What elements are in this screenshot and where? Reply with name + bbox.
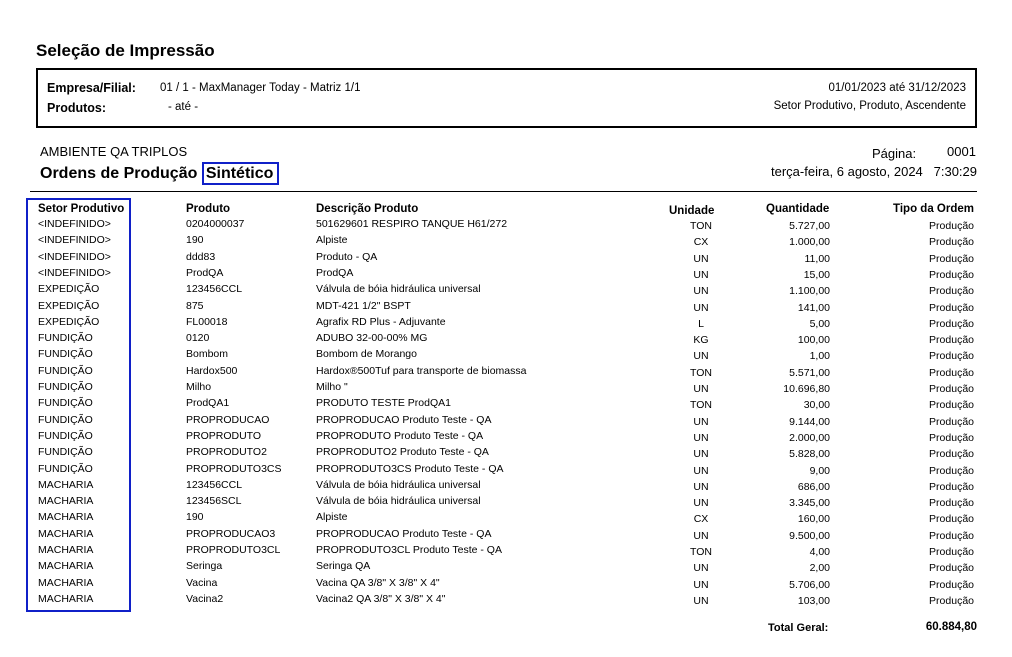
cell-setor: FUNDIÇÃO [38, 429, 93, 442]
cell-produto: FL00018 [186, 315, 228, 328]
cell-tipo: Produção [929, 301, 974, 314]
period-value: 01/01/2023 até 31/12/2023 [828, 82, 966, 94]
cell-quantidade: 5.828,00 [789, 448, 830, 461]
cell-tipo: Produção [929, 220, 974, 232]
cell-setor: MACHARIA [38, 560, 94, 573]
cell-unidade: CX [693, 236, 709, 249]
cell-produto: ProdQA [186, 266, 224, 279]
cell-quantidade: 1,00 [809, 350, 830, 363]
cell-produto: 190 [186, 511, 204, 524]
table-row [0, 396, 1012, 412]
cell-setor: MACHARIA [38, 544, 94, 556]
cell-descricao: MDT-421 1/2" BSPT [316, 299, 411, 312]
table-row [0, 380, 1012, 396]
cell-tipo: Produção [929, 594, 974, 607]
cell-produto: 123456CCL [186, 283, 243, 296]
cell-setor: FUNDIÇÃO [38, 446, 93, 459]
cell-unidade: UN [693, 578, 709, 591]
cell-produto: ddd83 [186, 250, 216, 263]
cell-descricao: Produto - QA [316, 250, 378, 263]
cell-descricao: PROPRODUTO3CL Produto Teste - QA [316, 544, 502, 556]
cell-setor: FUNDIÇÃO [38, 397, 93, 410]
cell-setor: <INDEFINIDO> [38, 218, 111, 230]
cell-unidade: TON [690, 546, 712, 558]
cell-tipo: Produção [929, 464, 974, 477]
col-header-quantidade: Quantidade [766, 203, 830, 215]
cell-quantidade: 2.000,00 [789, 431, 830, 444]
table-row [0, 315, 1012, 331]
cell-setor: MACHARIA [38, 592, 94, 605]
cell-tipo: Produção [929, 513, 974, 526]
col-header-unidade: Unidade [669, 205, 715, 217]
cell-descricao: PROPRODUTO2 Produto Teste - QA [316, 446, 489, 459]
cell-produto: PROPRODUTO3CL [186, 544, 281, 556]
empresa-value: 01 / 1 - MaxManager Today - Matriz 1/1 [160, 82, 361, 94]
produtos-label: Produtos: [47, 101, 107, 115]
cell-tipo: Produção [929, 448, 974, 461]
col-header-produto: Produto [186, 203, 231, 215]
cell-produto: 875 [186, 299, 204, 312]
cell-quantidade: 686,00 [797, 480, 830, 493]
cell-descricao: Válvula de bóia hidráulica universal [316, 478, 481, 491]
cell-produto: Hardox500 [186, 364, 238, 377]
cell-setor: <INDEFINIDO> [38, 234, 111, 247]
cell-setor: FUNDIÇÃO [38, 348, 93, 361]
cell-quantidade: 5.571,00 [789, 366, 830, 379]
report-title [40, 165, 279, 183]
cell-produto: Vacina2 [186, 592, 224, 605]
cell-unidade: UN [693, 285, 709, 298]
table-row [0, 462, 1012, 478]
cell-unidade: UN [693, 252, 709, 265]
report-time: 7:30:29 [933, 164, 977, 179]
cell-quantidade: 2,00 [809, 562, 830, 575]
cell-tipo: Produção [929, 480, 974, 493]
cell-tipo: Produção [929, 562, 974, 575]
filter-box [36, 68, 977, 128]
report-datetime [771, 164, 977, 179]
cell-tipo: Produção [929, 317, 974, 330]
cell-quantidade: 100,00 [797, 334, 830, 347]
total-label: Total Geral: [768, 622, 829, 634]
cell-produto: Vacina [186, 576, 218, 589]
table-row [0, 559, 1012, 575]
cell-produto: 190 [186, 234, 204, 247]
ordering-value: Setor Produtivo, Produto, Ascendente [773, 100, 966, 112]
cell-descricao: ProdQA [316, 266, 354, 279]
cell-quantidade: 5.706,00 [789, 578, 830, 591]
cell-descricao: Alpiste [316, 511, 348, 524]
cell-produto: PROPRODUTO [186, 429, 262, 442]
table-row [0, 364, 1012, 380]
cell-setor: <INDEFINIDO> [38, 250, 111, 263]
table-row [0, 429, 1012, 445]
cell-setor: EXPEDIÇÃO [38, 315, 100, 328]
cell-descricao: Vacina2 QA 3/8" X 3/8" X 4" [316, 592, 446, 605]
cell-tipo: Produção [929, 236, 974, 249]
cell-tipo: Produção [929, 431, 974, 444]
cell-unidade: UN [693, 415, 709, 428]
cell-descricao: PROPRODUTO3CS Produto Teste - QA [316, 462, 504, 475]
cell-unidade: UN [693, 497, 709, 510]
cell-setor: FUNDIÇÃO [38, 462, 93, 475]
table-row [0, 510, 1012, 526]
cell-quantidade: 9.500,00 [789, 529, 830, 542]
table-row [0, 445, 1012, 461]
cell-quantidade: 1.000,00 [789, 236, 830, 249]
cell-produto: PROPRODUTO3CS [186, 462, 282, 475]
cell-quantidade: 5,00 [809, 317, 830, 330]
cell-produto: 123456CCL [186, 478, 243, 491]
setor-highlight-box [26, 198, 131, 612]
cell-setor: FUNDIÇÃO [38, 364, 93, 377]
cell-descricao: ADUBO 32-00-00% MG [316, 332, 428, 345]
cell-unidade: CX [693, 513, 709, 526]
cell-descricao: Agrafix RD Plus - Adjuvante [316, 315, 446, 328]
cell-unidade: TON [690, 220, 712, 232]
cell-tipo: Produção [929, 415, 974, 428]
cell-tipo: Produção [929, 350, 974, 363]
table-row [0, 413, 1012, 429]
cell-quantidade: 4,00 [809, 546, 830, 558]
cell-tipo: Produção [929, 268, 974, 281]
cell-produto: PROPRODUTO2 [186, 446, 267, 459]
cell-unidade: UN [693, 594, 709, 607]
header-rule [30, 191, 977, 192]
cell-tipo: Produção [929, 252, 974, 265]
cell-setor: FUNDIÇÃO [38, 332, 93, 345]
cell-tipo: Produção [929, 366, 974, 379]
cell-descricao: Alpiste [316, 234, 348, 247]
cell-quantidade: 141,00 [797, 301, 830, 314]
cell-unidade: UN [693, 562, 709, 575]
col-header-setor: Setor Produtivo [38, 203, 125, 215]
cell-quantidade: 15,00 [803, 268, 830, 281]
cell-setor: FUNDIÇÃO [38, 381, 93, 393]
cell-descricao: PROPRODUCAO Produto Teste - QA [316, 527, 492, 540]
cell-tipo: Produção [929, 285, 974, 298]
table-row [0, 478, 1012, 494]
table-row [0, 250, 1012, 266]
cell-descricao: Válvula de bóia hidráulica universal [316, 495, 481, 508]
cell-setor: <INDEFINIDO> [38, 266, 111, 279]
report-title-highlight: Sintético [202, 162, 280, 185]
page-label: Página: [872, 146, 917, 161]
cell-unidade: UN [693, 448, 709, 461]
cell-quantidade: 103,00 [797, 594, 830, 607]
cell-tipo: Produção [929, 578, 974, 591]
cell-unidade: L [698, 317, 704, 330]
cell-tipo: Produção [929, 529, 974, 542]
cell-produto: Seringa [186, 560, 223, 573]
cell-produto: 0204000037 [186, 218, 245, 230]
table-row [0, 299, 1012, 315]
table-row [0, 233, 1012, 249]
cell-tipo: Produção [929, 497, 974, 510]
cell-descricao: Válvula de bóia hidráulica universal [316, 283, 481, 296]
cell-unidade: UN [693, 431, 709, 444]
page-number: 0001 [947, 144, 976, 159]
cell-quantidade: 30,00 [803, 399, 830, 412]
cell-produto: ProdQA1 [186, 397, 230, 410]
cell-setor: MACHARIA [38, 527, 94, 540]
empresa-label: Empresa/Filial: [47, 81, 136, 95]
cell-tipo: Produção [929, 334, 974, 347]
cell-setor: EXPEDIÇÃO [38, 299, 100, 312]
cell-quantidade: 3.345,00 [789, 497, 830, 510]
cell-descricao: PROPRODUCAO Produto Teste - QA [316, 413, 492, 426]
col-header-descricao: Descrição Produto [316, 203, 419, 215]
table-row [0, 331, 1012, 347]
page-title: Seleção de Impressão [36, 41, 215, 60]
cell-quantidade: 160,00 [797, 513, 830, 526]
table-row [0, 266, 1012, 282]
table-row [0, 527, 1012, 543]
cell-setor: MACHARIA [38, 576, 94, 589]
cell-produto: Bombom [186, 348, 229, 361]
cell-quantidade: 11,00 [804, 252, 830, 265]
cell-tipo: Produção [929, 383, 974, 395]
cell-descricao: Hardox®500Tuf para transporte de biomassa [316, 364, 527, 377]
cell-produto: PROPRODUCAO3 [186, 527, 276, 540]
cell-unidade: UN [693, 529, 709, 542]
cell-setor: MACHARIA [38, 511, 94, 524]
report-date: terça-feira, 6 agosto, 2024 [771, 164, 923, 179]
cell-descricao: PRODUTO TESTE ProdQA1 [316, 397, 451, 410]
cell-produto: Milho [186, 381, 212, 393]
cell-setor: MACHARIA [38, 478, 94, 491]
cell-unidade: KG [693, 334, 709, 347]
cell-quantidade: 9,00 [809, 464, 830, 477]
cell-tipo: Produção [929, 546, 974, 558]
cell-produto: 123456SCL [186, 495, 242, 508]
cell-unidade: UN [693, 350, 709, 363]
cell-descricao: Bombom de Morango [316, 348, 417, 361]
table-row [0, 592, 1012, 608]
cell-setor: MACHARIA [38, 495, 94, 508]
cell-descricao: 501629601 RESPIRO TANQUE H61/272 [316, 218, 508, 230]
cell-unidade: UN [693, 480, 709, 493]
cell-descricao: Vacina QA 3/8" X 3/8" X 4" [316, 576, 440, 589]
cell-unidade: UN [693, 383, 709, 395]
table-row [0, 347, 1012, 363]
environment-label: AMBIENTE QA TRIPLOS [40, 144, 188, 159]
cell-unidade: TON [690, 366, 712, 379]
table-row [0, 576, 1012, 592]
cell-descricao: Milho " [316, 381, 348, 393]
total-value: 60.884,80 [925, 621, 977, 633]
report-title-main: Ordens de Produção [40, 165, 198, 182]
cell-quantidade: 1.100,00 [789, 285, 830, 298]
cell-unidade: UN [693, 464, 709, 477]
cell-descricao: Seringa QA [316, 560, 371, 573]
col-header-tipo: Tipo da Ordem [893, 203, 974, 215]
cell-unidade: UN [693, 301, 709, 314]
cell-produto: 0120 [186, 332, 210, 345]
cell-unidade: UN [693, 268, 709, 281]
cell-tipo: Produção [929, 399, 974, 412]
cell-produto: PROPRODUCAO [186, 413, 270, 426]
table-row [0, 282, 1012, 298]
produtos-value: - até - [168, 101, 199, 113]
cell-descricao: PROPRODUTO Produto Teste - QA [316, 429, 484, 442]
table-row [0, 543, 1012, 559]
cell-setor: FUNDIÇÃO [38, 413, 93, 426]
cell-quantidade: 10.696,80 [783, 383, 830, 395]
cell-quantidade: 5.727,00 [789, 220, 830, 232]
table-row [0, 494, 1012, 510]
cell-setor: EXPEDIÇÃO [38, 283, 100, 296]
cell-quantidade: 9.144,00 [789, 415, 830, 428]
table-row [0, 217, 1012, 233]
cell-unidade: TON [690, 399, 712, 412]
